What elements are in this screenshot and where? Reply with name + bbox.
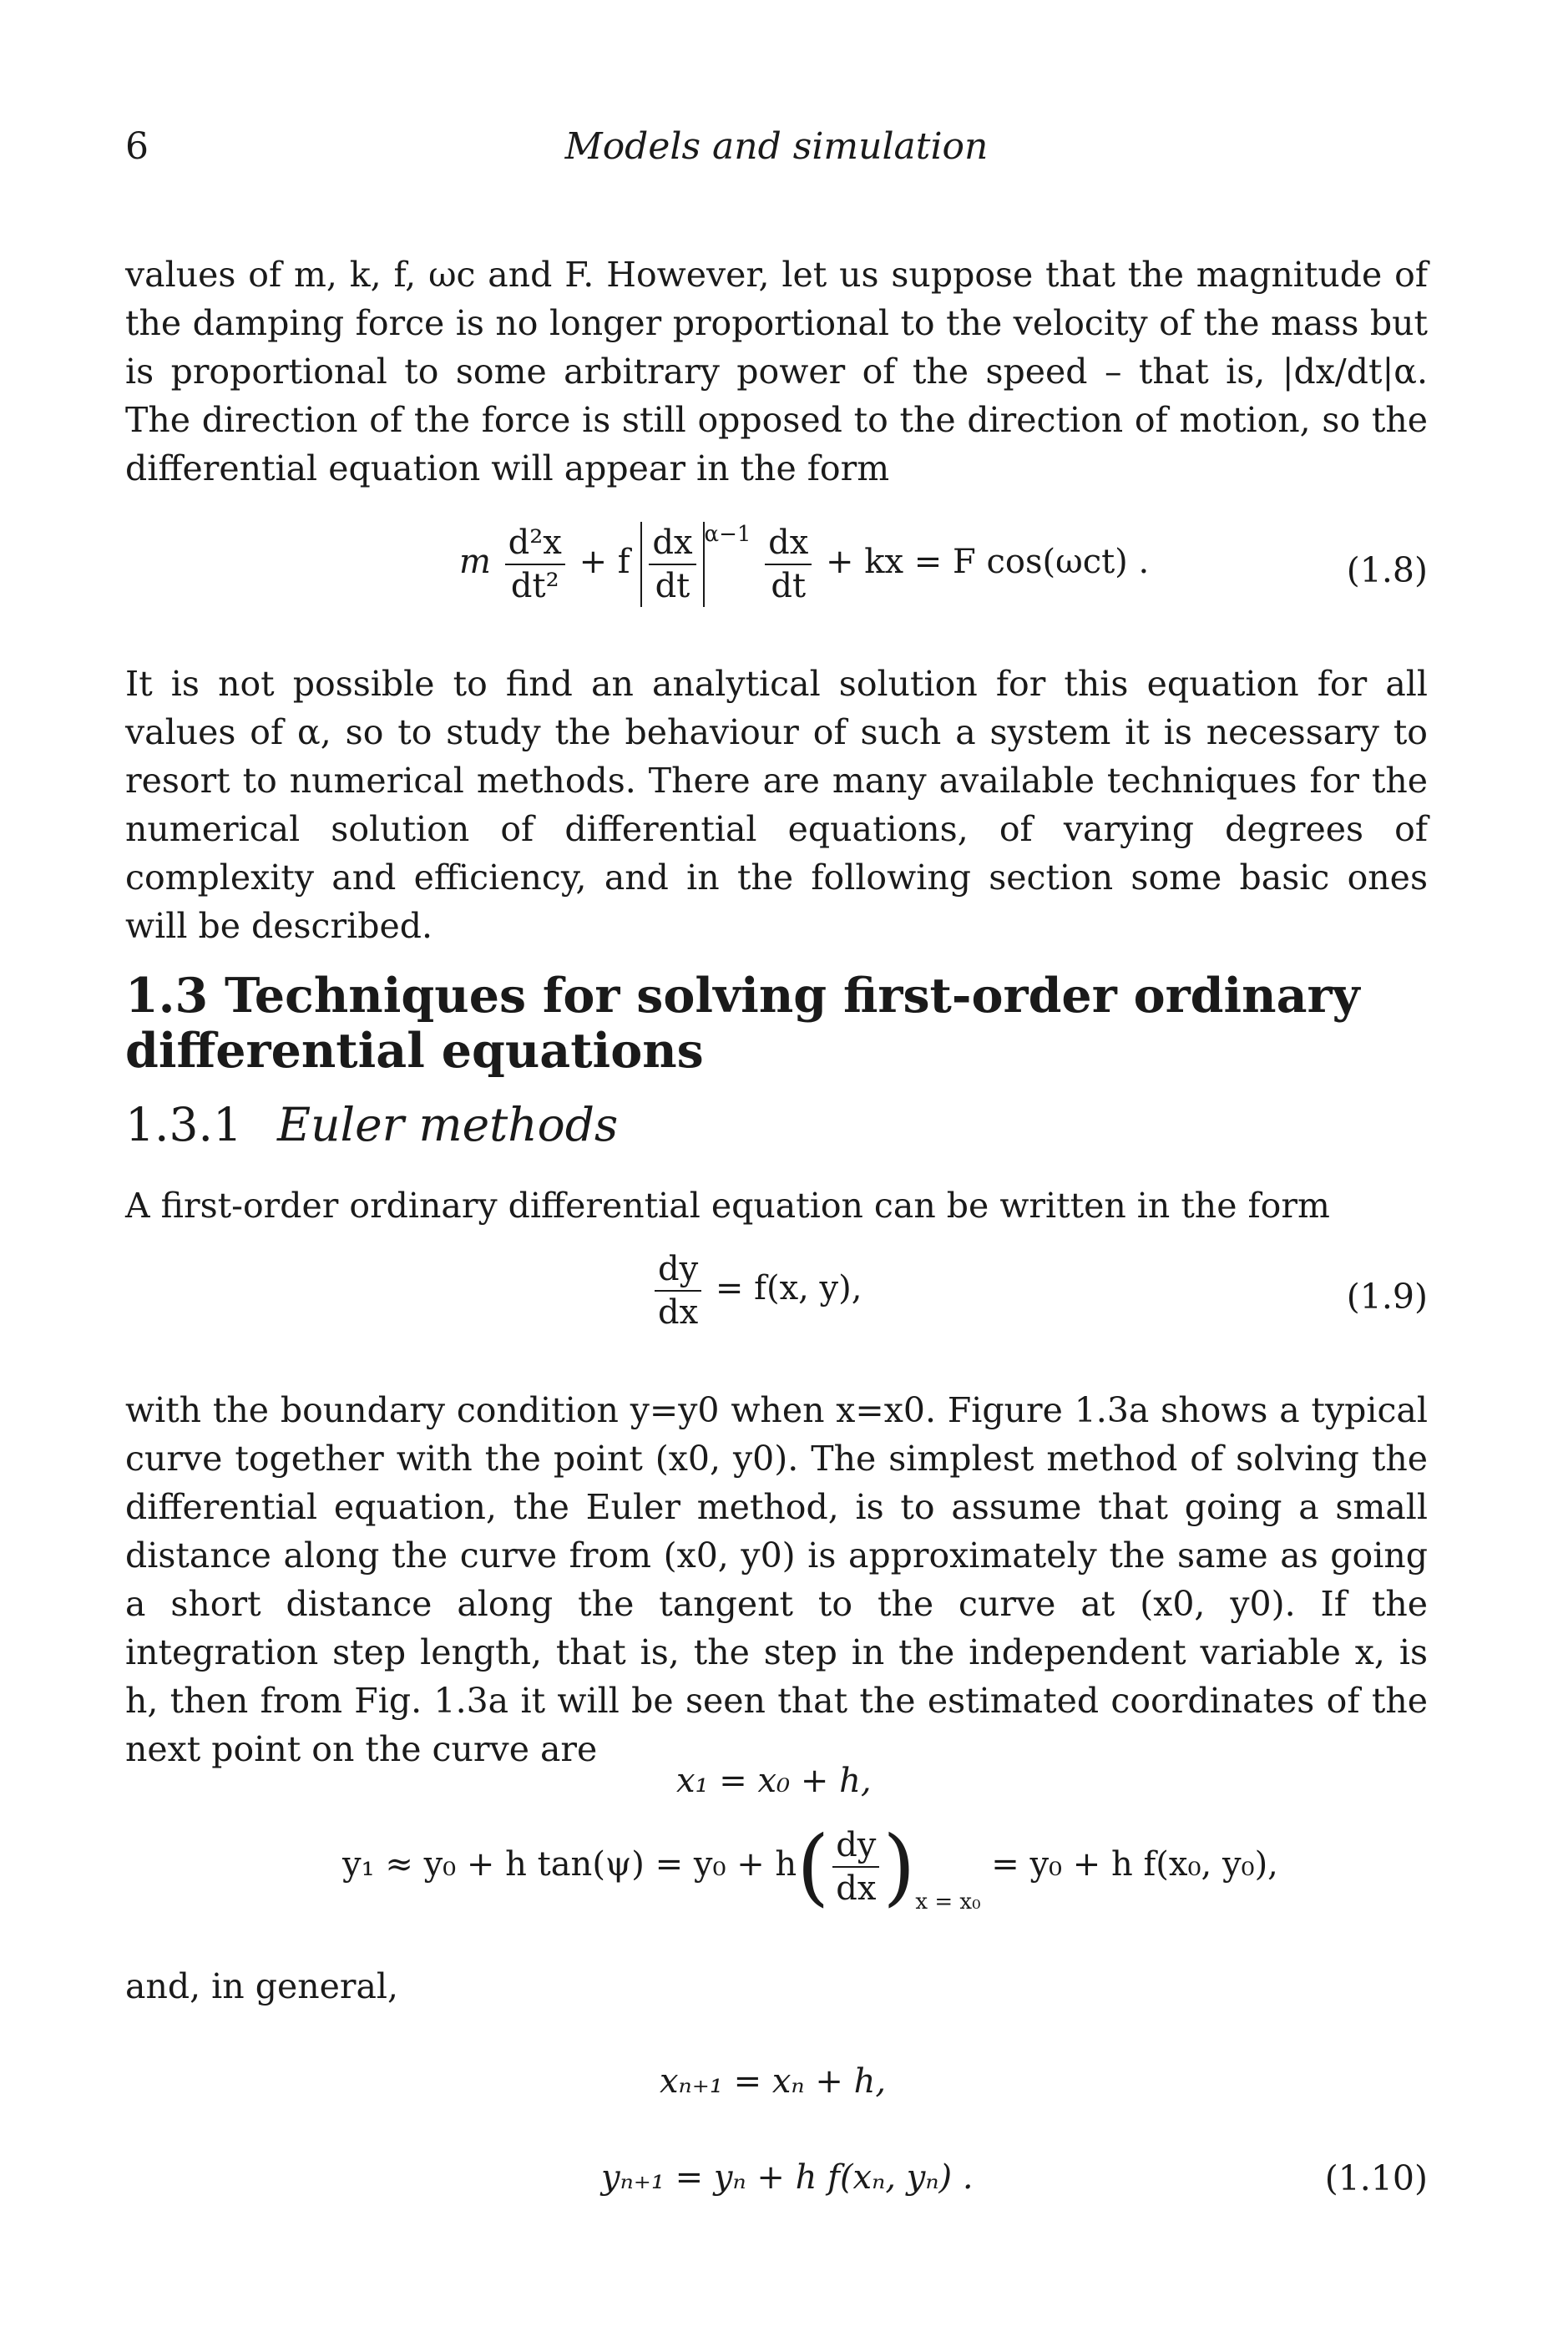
equation-xn: [125, 2062, 1428, 2112]
subsection-title: Euler methods: [276, 1098, 619, 1151]
eq-y1-dy: dy: [832, 1824, 879, 1868]
subsection-number: 1.3.1: [125, 1098, 242, 1151]
section-heading-1-3: 1.3 Techniques for solving first-order ordinary differential equations: [125, 968, 1360, 1079]
equation-y1: [125, 1818, 1428, 1941]
running-title: Models and simulation: [564, 125, 989, 168]
eq18-dx2: dx: [765, 522, 812, 565]
page-number: 6: [125, 125, 149, 168]
paragraph-euler: with the boundary condition y=y0 when x=x0. Figure 1.3a shows a typical curve together with the point (x0, y0). The simplest method of solving the differential equation, the Euler method, is to assume that going a small distance along the curve from (x0, y0) is approximately the same as going a short distance along the tangent to the curve at (x0, y0). If the integration step length, that is, the step in the independent variable x, is h, then from Fig. 1.3a it will be seen that the estimated coordinates of the next point on the curve are: [125, 1390, 1428, 1769]
equation-y1-body: [342, 1818, 1278, 1915]
eq-y1-close-paren: ): [883, 1818, 916, 1915]
eq18-dt2: dt: [771, 567, 807, 605]
eq-y1-dx: dx: [836, 1869, 877, 1908]
eq18-rest: + kx = F cos(ωct) .: [826, 543, 1150, 581]
eq18-exponent: α−1: [704, 522, 751, 547]
running-header: [125, 125, 1428, 175]
eq-y1-rhs: = y₀ + h f(x₀, y₀),: [991, 1845, 1278, 1884]
eq18-abs-velocity: [640, 522, 704, 607]
eq18-velocity-frac: [649, 522, 695, 607]
equation-1-8-body: [459, 522, 1149, 607]
equation-number-1-10: (1.10): [1324, 2158, 1428, 2198]
eq-yn-text: yₙ₊₁ = yₙ + h f(xₙ, yₙ) .: [601, 2158, 974, 2197]
eq18-denominator: dt²: [510, 567, 559, 605]
equation-number-1-8: (1.8): [1346, 550, 1428, 590]
equation-x1: [125, 1762, 1428, 1812]
eq18-m: m: [459, 543, 491, 581]
eq18-dx: dx: [649, 522, 695, 565]
eq19-dy: dy: [655, 1248, 701, 1292]
eq-xn-text: xₙ₊₁ = xₙ + h,: [660, 2062, 887, 2101]
equation-1-8: [125, 522, 1428, 622]
paragraph-numerical: It is not possible to find an analytical solution for this equation for all values of α, so to study the behaviour of such a system it is necessary to resort to numerical methods. There are many available techniques for the numerical solution of differential equations, of varying degrees of complexity and efficiency, and in the following section some basic ones will be described.: [125, 664, 1428, 946]
eq18-plus-f: + f: [579, 543, 630, 581]
paragraph-first-order: A first-order ordinary differential equation can be written in the form: [125, 1186, 1330, 1226]
equation-number-1-9: (1.9): [1346, 1277, 1428, 1317]
equation-1-9-body: [651, 1248, 862, 1333]
eq18-velocity: [765, 522, 812, 607]
eq18-numerator: d²x: [505, 522, 565, 565]
eq-y1-open-paren: (: [797, 1818, 830, 1915]
eq18-second-derivative: [505, 522, 565, 607]
eq-y1-subscript: x = x₀: [915, 1889, 981, 1915]
subsection-heading-1-3-1: [125, 1098, 618, 1151]
eq-y1-lhs: y₁ ≈ y₀ + h tan(ψ) = y₀ + h: [342, 1845, 797, 1884]
eq19-rest: = f(x, y),: [715, 1269, 862, 1308]
eq18-dt: dt: [655, 567, 690, 605]
equation-1-10: [125, 2158, 1428, 2208]
paragraph-damping: values of m, k, f, ωc and F. However, let us suppose that the magnitude of the damping force is no longer proportional to the velocity of the mass but is proportional to some arbitrary power of the speed – that is, |dx/dt|α. The direction of the force is still opposed to the direction of motion, so the differential equation will appear in the form: [125, 255, 1428, 488]
paragraph-in-general: and, in general,: [125, 1966, 399, 2006]
equation-1-9: [125, 1248, 1428, 1348]
eq-y1-derivative: [832, 1824, 879, 1909]
eq19-dx: dx: [658, 1293, 699, 1332]
eq-x1-text: x₁ = x₀ + h,: [676, 1762, 872, 1800]
eq19-derivative: [655, 1248, 701, 1333]
